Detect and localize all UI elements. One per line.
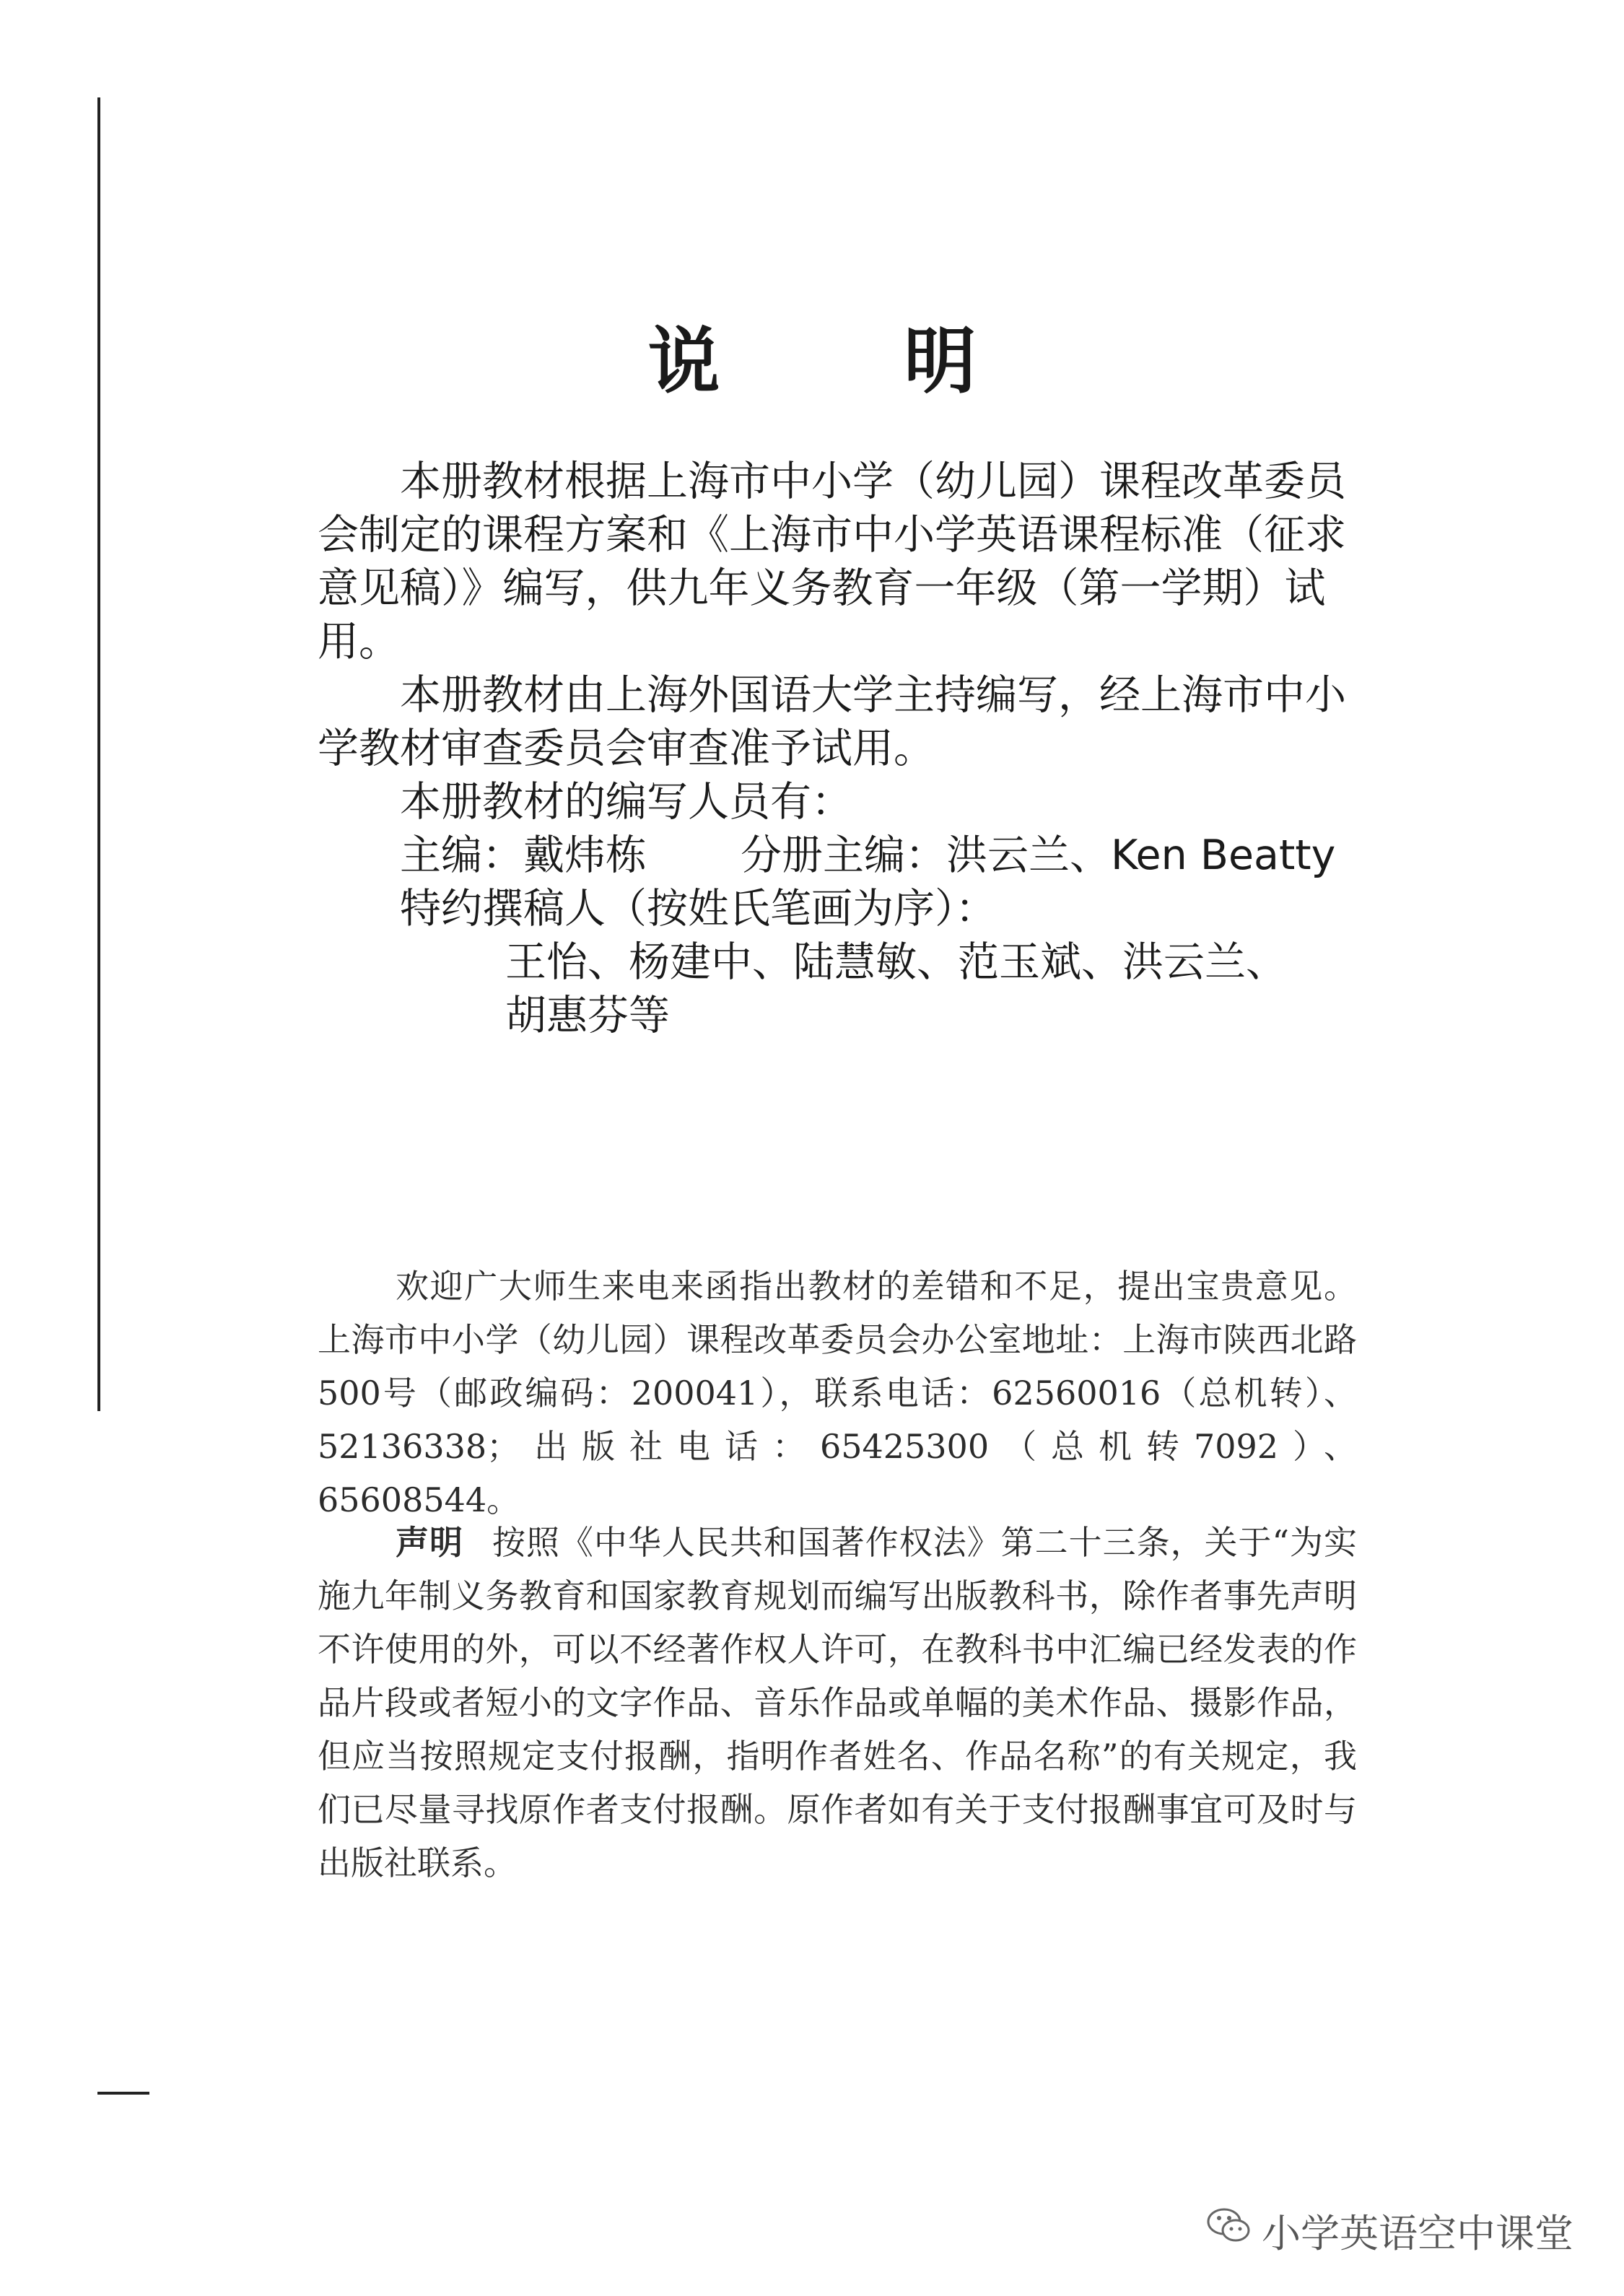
welcome-notice: [318, 1260, 1357, 1527]
intro-paragraph-2: 本册教材由上海外国语大学主持编写，经上海市中小学教材审查委员会审查准予试用。: [318, 671, 1346, 772]
declaration-label: 声明: [396, 1523, 463, 1562]
contributors-line-2: 胡惠芬等: [505, 992, 670, 1039]
intro-paragraph-1: 本册教材根据上海市中小学（幼儿园）课程改革委员会制定的课程方案和《上海市中小学英语课程标准（征求意见稿）》编写，供九年义务教育一年级（第一学期）试用。: [318, 458, 1346, 665]
watermark: [1205, 2203, 1573, 2258]
editors-row: [318, 829, 1357, 882]
copyright-declaration: [318, 1516, 1357, 1890]
volume-editor: 分册主编：洪云兰、Ken Beatty: [741, 831, 1336, 879]
contributors-line-1: 王怡、杨建中、陆慧敏、范玉斌、洪云兰、: [505, 938, 1287, 986]
watermark-text: 小学英语空中课堂: [1262, 2211, 1573, 2256]
contributors-label: 特约撰稿人（按姓氏笔画为序）：: [400, 885, 997, 933]
left-margin-rule: [97, 97, 100, 1411]
page-title: 说 明: [647, 319, 1056, 403]
bottom-margin-rule: [97, 2092, 149, 2095]
chief-editor: 主编：戴炜栋: [400, 831, 647, 879]
editors-intro: 本册教材的编写人员有：: [400, 778, 852, 826]
declaration-text: 按照《中华人民共和国著作权法》第二十三条，关于“为实施九年制义务教育和国家教育规划而编写出版教科书，除作者事先声明不许使用的外，可以不经著作权人许可，在教科书中汇编已经发表的作品片段或者短小的文字作品、音乐作品或单幅的美术作品、摄影作品，但应当按照规定支付报酬，指明作者姓名、作品名称”的有关规定，我们已尽量寻找原作者支付报酬。原作者如有关于支付报酬事宜可及时与出版社联系。: [318, 1523, 1357, 1882]
intro-section: [318, 455, 1357, 1042]
declaration-paragraph: [318, 1516, 1357, 1890]
wechat-icon: [1205, 2206, 1252, 2256]
welcome-paragraph: 欢迎广大师生来电来函指出教材的差错和不足，提出宝贵意见。上海市中小学（幼儿园）课程改革委员会办公室地址：上海市陕西北路500号（邮政编码：200041），联系电话：62560016（总机转）、52136338；出版社电话：65425300（总机转7092）、65608544。: [318, 1267, 1357, 1519]
